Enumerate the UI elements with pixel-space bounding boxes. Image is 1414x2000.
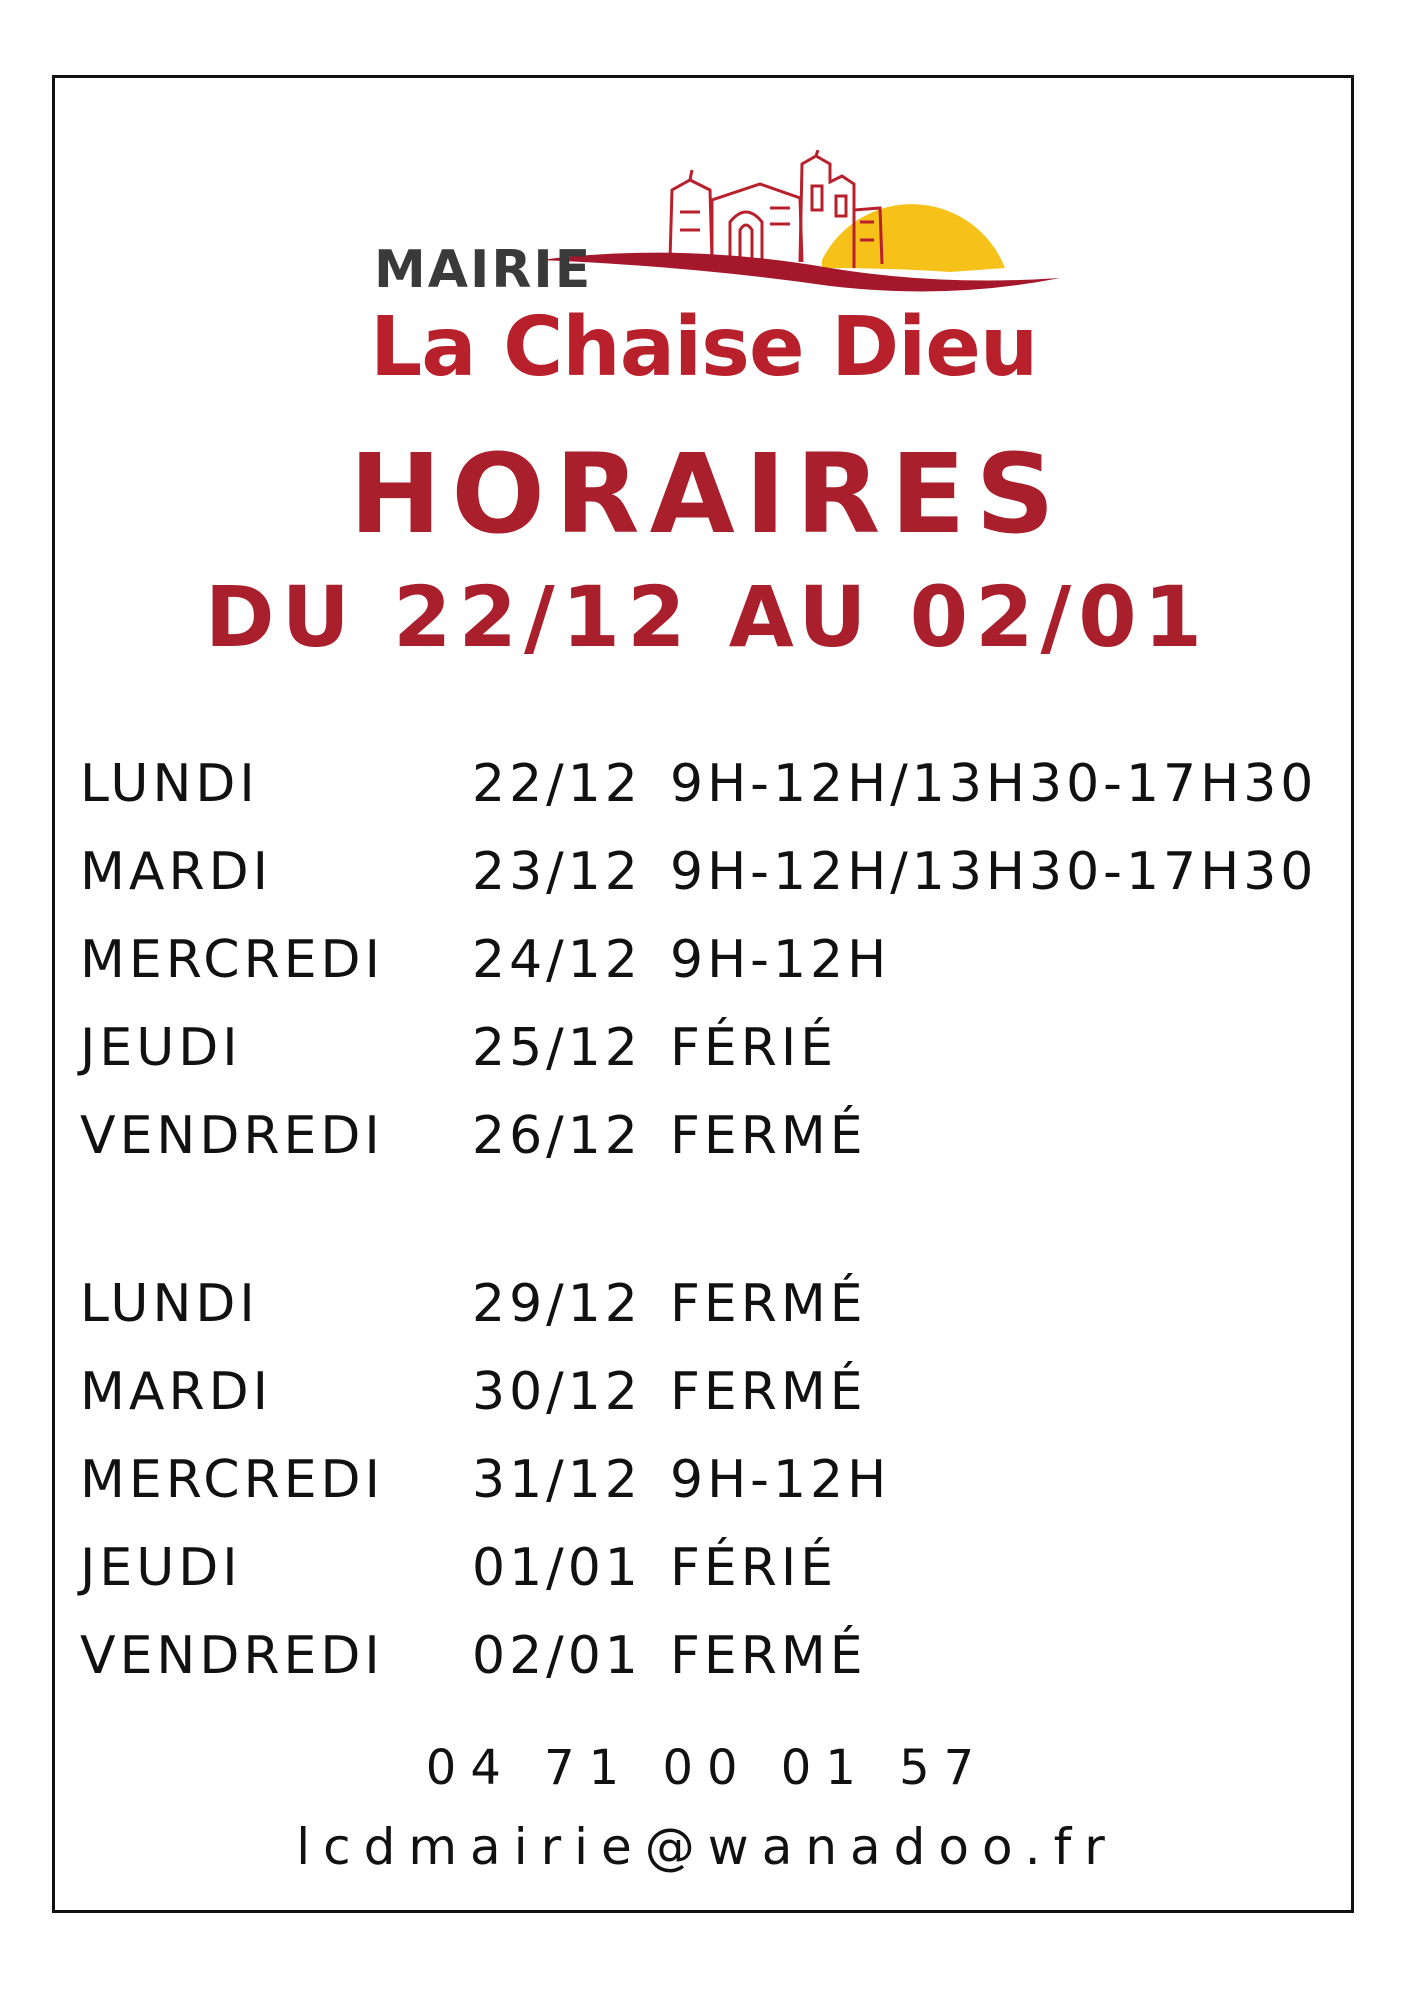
schedule-row <box>80 1092 1340 1180</box>
opening-hours-schedule <box>80 740 1340 1700</box>
schedule-row <box>80 916 1340 1004</box>
day-date: 24/12 <box>472 930 642 990</box>
day-date: 22/12 <box>472 754 642 814</box>
day-hours: FERMÉ <box>670 1626 867 1686</box>
schedule-week-1 <box>80 740 1340 1180</box>
day-name: VENDREDI <box>80 1106 384 1166</box>
mairie-logo <box>360 150 1080 395</box>
email-address: lcdmairie@wanadoo.fr <box>296 1818 1118 1876</box>
schedule-row <box>80 1004 1340 1092</box>
day-date: 30/12 <box>472 1362 642 1422</box>
schedule-row <box>80 1436 1340 1524</box>
schedule-row <box>80 1260 1340 1348</box>
day-name: LUNDI <box>80 754 259 814</box>
schedule-week-2 <box>80 1260 1340 1700</box>
date-range-subtitle: DU 22/12 AU 02/01 <box>204 568 1210 666</box>
day-name: MARDI <box>80 842 272 902</box>
day-date: 26/12 <box>472 1106 642 1166</box>
day-date: 25/12 <box>472 1018 642 1078</box>
day-name: MERCREDI <box>80 1450 384 1510</box>
day-date: 31/12 <box>472 1450 642 1510</box>
schedule-row <box>80 1524 1340 1612</box>
schedule-row <box>80 828 1340 916</box>
day-hours: FÉRIÉ <box>670 1018 838 1078</box>
day-name: VENDREDI <box>80 1626 384 1686</box>
day-hours: FERMÉ <box>670 1362 867 1422</box>
day-name: JEUDI <box>80 1018 242 1078</box>
day-hours: FERMÉ <box>670 1274 867 1334</box>
day-date: 29/12 <box>472 1274 642 1334</box>
day-name: MARDI <box>80 1362 272 1422</box>
day-hours: 9H-12H <box>670 930 891 990</box>
sun-icon <box>822 204 1005 272</box>
logo-town-name: La Chaise Dieu <box>370 300 1038 395</box>
schedule-row <box>80 740 1340 828</box>
day-hours: 9H-12H <box>670 1450 891 1510</box>
day-date: 23/12 <box>472 842 642 902</box>
schedule-row <box>80 1348 1340 1436</box>
day-date: 02/01 <box>472 1626 642 1686</box>
page-title: HORAIRES <box>349 430 1065 558</box>
phone-number: 04 71 00 01 57 <box>425 1740 989 1796</box>
day-hours: 9H-12H/13H30-17H30 <box>670 842 1318 902</box>
day-hours: 9H-12H/13H30-17H30 <box>670 754 1318 814</box>
schedule-row <box>80 1612 1340 1700</box>
day-name: LUNDI <box>80 1274 259 1334</box>
logo-mairie-text: MAIRIE <box>374 240 593 300</box>
day-name: JEUDI <box>80 1538 242 1598</box>
day-name: MERCREDI <box>80 930 384 990</box>
day-date: 01/01 <box>472 1538 642 1598</box>
day-hours: FÉRIÉ <box>670 1538 838 1598</box>
day-hours: FERMÉ <box>670 1106 867 1166</box>
